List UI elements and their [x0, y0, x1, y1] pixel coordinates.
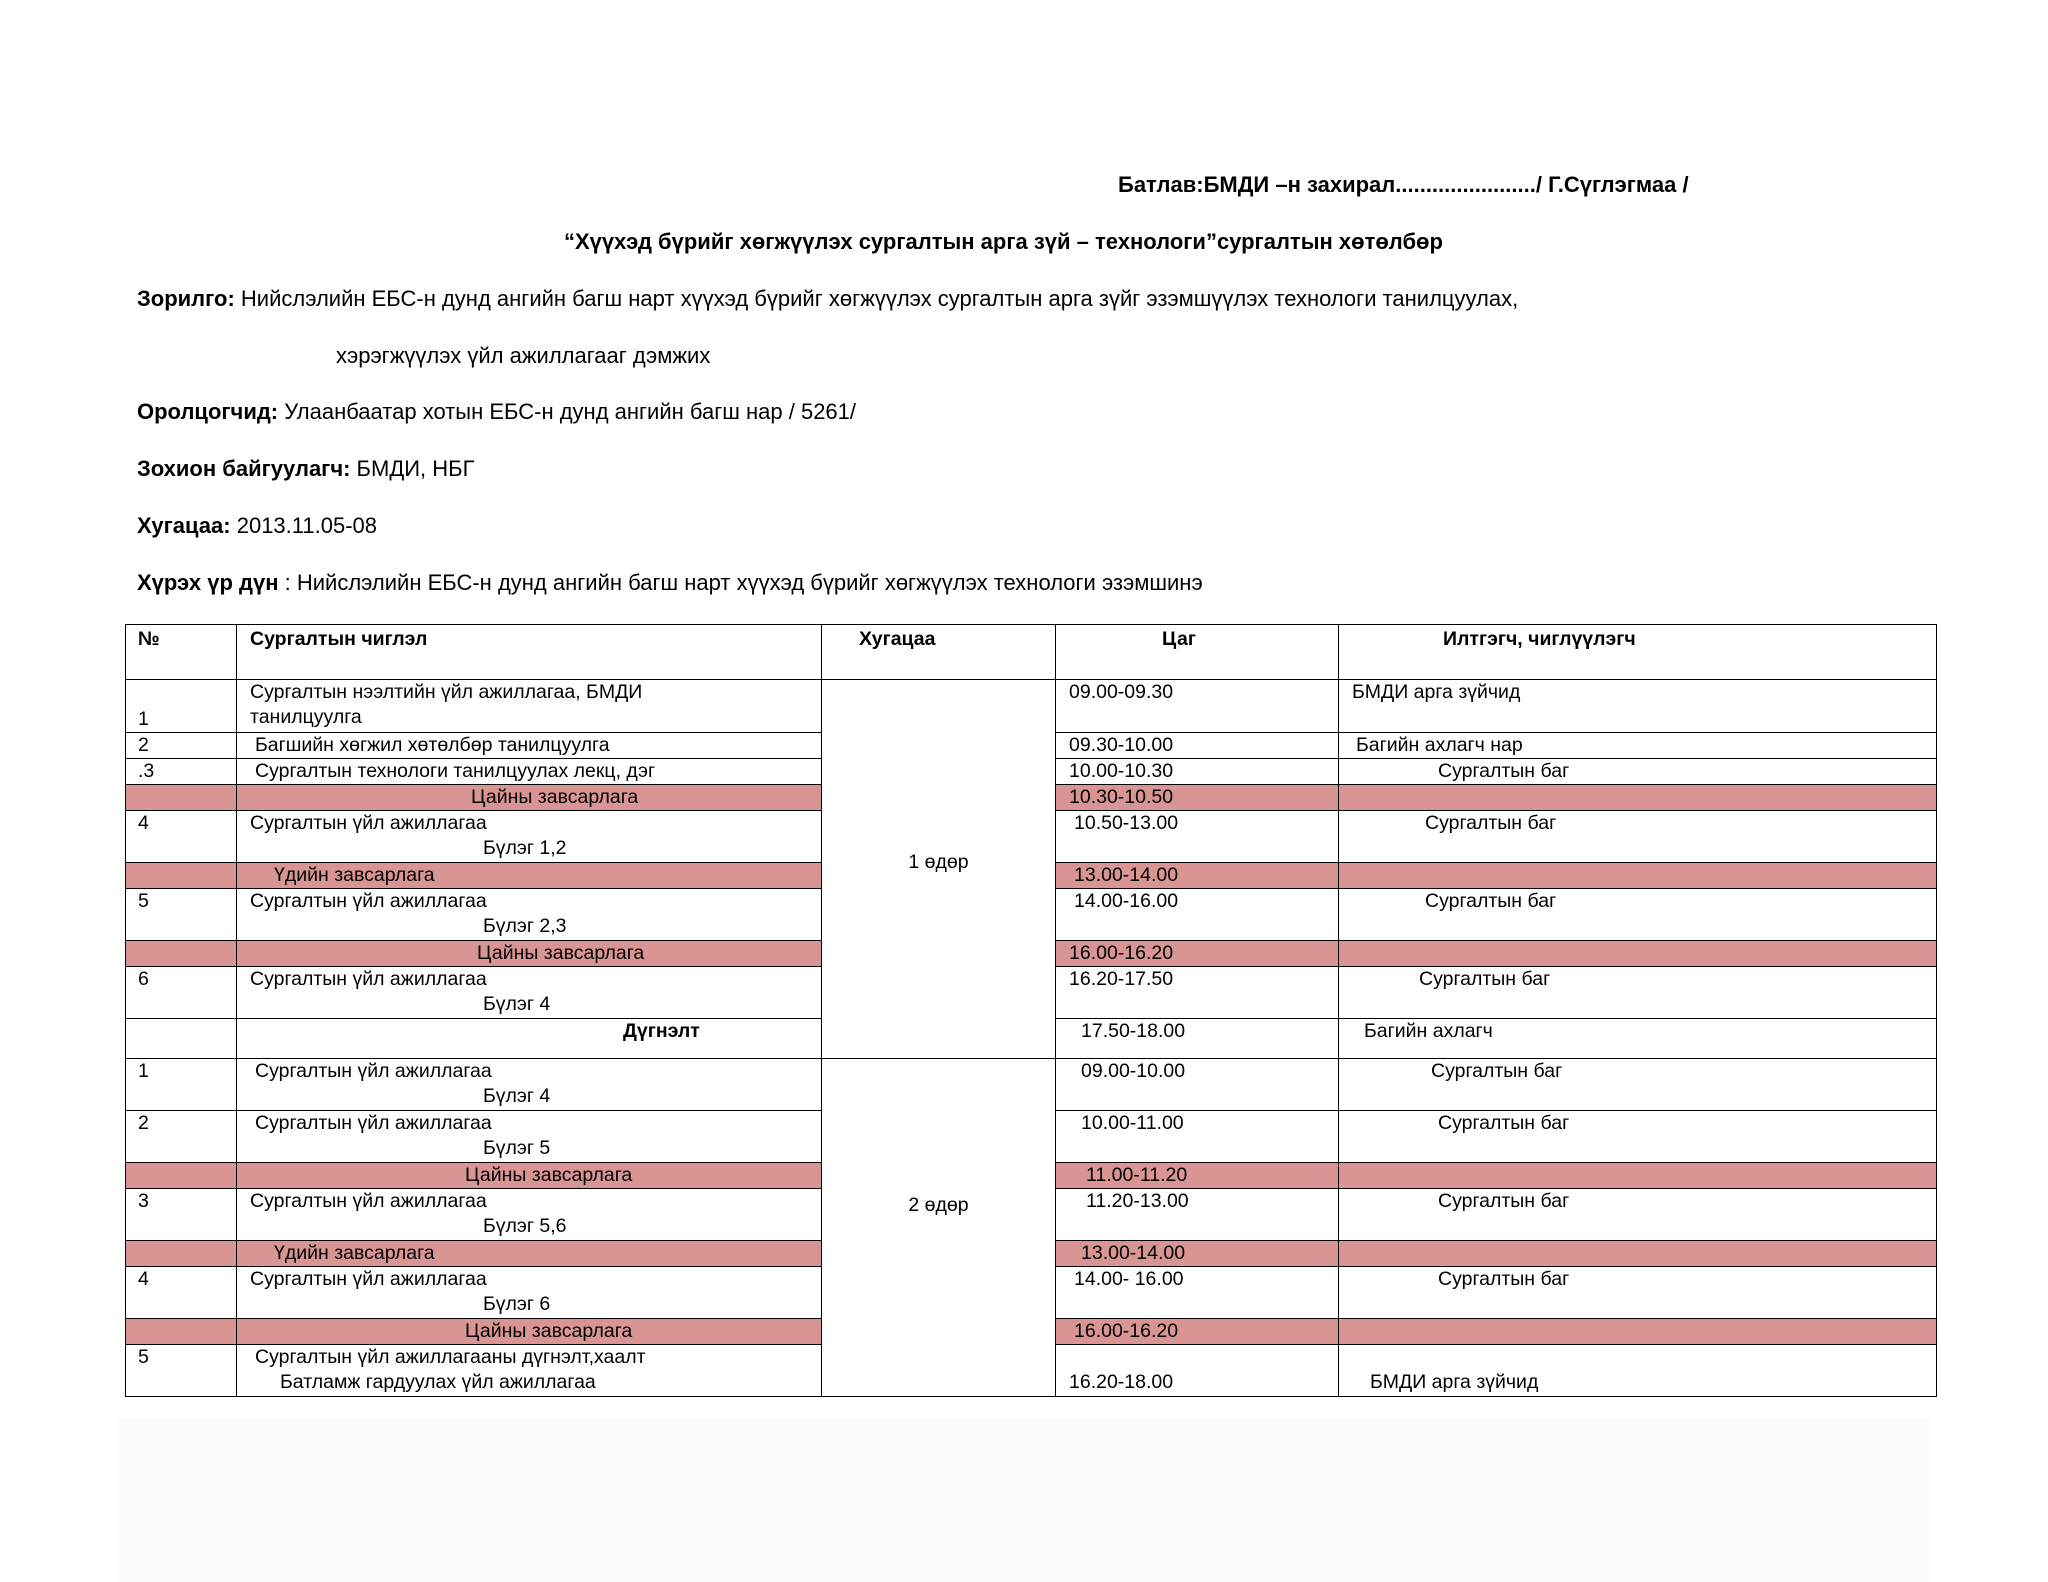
row-number: 2 [126, 1111, 237, 1163]
topic-text: Багшийн хөгжил хөтөлбөр танилцуулга [255, 734, 610, 756]
row-number [126, 1019, 237, 1059]
topic-subtext: танилцуулга [250, 706, 362, 728]
row-topic [237, 811, 822, 863]
row-speaker: Сургалтын баг [1339, 1111, 1937, 1163]
header-duration: Хугацаа [822, 625, 1056, 680]
row-number: 5 [126, 1345, 237, 1397]
result-line [137, 570, 1203, 596]
topic-subtext: Бүлэг 4 [483, 993, 551, 1015]
row-topic [237, 1163, 822, 1189]
row-topic [237, 785, 822, 811]
topic-subtext: Батламж гардуулах үйл ажиллагаа [280, 1371, 596, 1393]
header-speaker: Илтгэгч, чиглүүлэгч [1339, 625, 1937, 680]
row-number [126, 785, 237, 811]
row-topic [237, 889, 822, 941]
row-speaker: Багийн ахлагч [1339, 1019, 1937, 1059]
row-speaker: Сургалтын баг [1339, 889, 1937, 941]
topic-subtext: Бүлэг 4 [483, 1085, 551, 1107]
topic-subtext: Бүлэг 2,3 [483, 915, 567, 937]
row-number [126, 1319, 237, 1345]
page-shade [118, 1418, 1930, 1582]
header-time: Цаг [1056, 625, 1339, 680]
topic-text: Цайны завсарлага [471, 786, 639, 808]
topic-text: Сургалтын үйл ажиллагаа [255, 1060, 492, 1082]
topic-text: Цайны завсарлага [477, 942, 645, 964]
row-time: 11.00-11.20 [1056, 1163, 1339, 1189]
goal-line [137, 286, 1518, 312]
row-time: 16.00-16.20 [1056, 1319, 1339, 1345]
row-speaker [1339, 785, 1937, 811]
row-topic [237, 1241, 822, 1267]
row-number [126, 1163, 237, 1189]
row-speaker: Сургалтын баг [1339, 1059, 1937, 1111]
organizer-text: БМДИ, НБГ [350, 456, 475, 481]
row-number: 4 [126, 811, 237, 863]
row-time: 13.00-14.00 [1056, 863, 1339, 889]
row-speaker [1339, 1241, 1937, 1267]
duration-label: Хугацаа: [137, 513, 231, 538]
schedule-table [125, 624, 1937, 1397]
row-speaker [1339, 863, 1937, 889]
result-text: : Нийслэлийн ЕБС-н дунд ангийн багш нарт хүүхэд бүрийг хөгжүүлэх технологи эзэмшинэ [278, 570, 1203, 595]
topic-text: Дүгнэлт [623, 1020, 700, 1042]
topic-text: Сургалтын үйл ажиллагаа [250, 1190, 487, 1212]
topic-text: Сургалтын үйл ажиллагаа [250, 1268, 487, 1290]
goal-label: Зорилго: [137, 286, 235, 311]
duration-text: 2013.11.05-08 [230, 513, 377, 538]
topic-text: Цайны завсарлага [465, 1320, 633, 1342]
row-topic [237, 967, 822, 1019]
day-2-cell: 2 өдөр [822, 1059, 1056, 1397]
row-number: 2 [126, 733, 237, 759]
document-title: “Хүүхэд бүрийг хөгжүүлэх сургалтын арга зүй – технологи”сургалтын хөтөлбөр [564, 229, 1443, 254]
row-time: 17.50-18.00 [1056, 1019, 1339, 1059]
row-number: .3 [126, 759, 237, 785]
row-time: 14.00- 16.00 [1056, 1267, 1339, 1319]
row-topic [237, 863, 822, 889]
approval-line: Батлав:БМДИ –н захирал......................./ Г.Сүглэгмаа / [1118, 172, 1689, 197]
row-number: 4 [126, 1267, 237, 1319]
row-topic [237, 1019, 822, 1059]
row-topic [237, 941, 822, 967]
row-speaker [1339, 941, 1937, 967]
row-time: 16.20-18.00 [1056, 1345, 1339, 1397]
row-number [126, 863, 237, 889]
goal-line-2: хэрэгжүүлэх үйл ажиллагааг дэмжих [336, 343, 711, 368]
row-time: 10.50-13.00 [1056, 811, 1339, 863]
participants-label: Оролцогчид: [137, 399, 279, 424]
topic-subtext: Бүлэг 5 [483, 1137, 551, 1159]
row-time: 10.00-10.30 [1056, 759, 1339, 785]
row-number [126, 1241, 237, 1267]
schedule-body [126, 625, 1937, 1397]
row-time: 10.00-11.00 [1056, 1111, 1339, 1163]
row-topic [237, 1059, 822, 1111]
duration-line [137, 513, 377, 539]
row-number: 5 [126, 889, 237, 941]
row-time: 11.20-13.00 [1056, 1189, 1339, 1241]
row-number: 1 [126, 1059, 237, 1111]
topic-text: Сургалтын технологи танилцуулах лекц, дэг [255, 760, 656, 782]
row-time: 16.20-17.50 [1056, 967, 1339, 1019]
row-topic [237, 1345, 822, 1397]
topic-text: Сургалтын үйл ажиллагаа [250, 968, 487, 990]
row-speaker [1339, 1319, 1937, 1345]
row-number: 1 [126, 680, 237, 733]
table-header-row [126, 625, 1937, 680]
organizer-label: Зохион байгуулагч: [137, 456, 351, 481]
header-topic: Сургалтын чиглэл [237, 625, 822, 680]
row-speaker: Сургалтын баг [1339, 1267, 1937, 1319]
row-time: 10.30-10.50 [1056, 785, 1339, 811]
row-time: 16.00-16.20 [1056, 941, 1339, 967]
row-time: 09.00-09.30 [1056, 680, 1339, 733]
row-speaker: Сургалтын баг [1339, 811, 1937, 863]
row-topic [237, 759, 822, 785]
topic-text: Сургалтын үйл ажиллагаа [250, 890, 487, 912]
topic-subtext: Бүлэг 6 [483, 1293, 551, 1315]
row-speaker: Сургалтын баг [1339, 1189, 1937, 1241]
topic-text: Сургалтын нээлтийн үйл ажиллагаа, БМДИ [250, 681, 643, 703]
schedule-row [126, 1059, 1937, 1111]
organizer-line [137, 456, 475, 482]
topic-text: Үдийн завсарлага [274, 1242, 435, 1264]
row-time: 13.00-14.00 [1056, 1241, 1339, 1267]
header-num: № [126, 625, 237, 680]
schedule-row [126, 680, 1937, 733]
row-time: 14.00-16.00 [1056, 889, 1339, 941]
topic-text: Үдийн завсарлага [274, 864, 435, 886]
topic-text: Сургалтын үйл ажиллагаа [255, 1112, 492, 1134]
row-speaker: Сургалтын баг [1339, 759, 1937, 785]
row-speaker: БМДИ арга зүйчид [1339, 680, 1937, 733]
row-topic [237, 1267, 822, 1319]
row-speaker [1339, 1163, 1937, 1189]
row-topic [237, 1319, 822, 1345]
goal-text: Нийслэлийн ЕБС-н дунд ангийн багш нарт хүүхэд бүрийг хөгжүүлэх сургалтын арга зүйг эзэмшүүлэх технологи танилцуулах, [234, 286, 1519, 311]
topic-text: Цайны завсарлага [465, 1164, 633, 1186]
row-time: 09.30-10.00 [1056, 733, 1339, 759]
row-topic [237, 733, 822, 759]
row-number: 3 [126, 1189, 237, 1241]
row-topic [237, 1111, 822, 1163]
row-time: 09.00-10.00 [1056, 1059, 1339, 1111]
topic-text: Сургалтын үйл ажиллагаа [250, 812, 487, 834]
topic-subtext: Бүлэг 5,6 [483, 1215, 567, 1237]
row-speaker: Багийн ахлагч нар [1339, 733, 1937, 759]
topic-text: Сургалтын үйл ажиллагааны дүгнэлт,хаалт [255, 1346, 646, 1368]
result-label: Хүрэх үр дүн [137, 570, 279, 595]
row-topic [237, 680, 822, 733]
topic-subtext: Бүлэг 1,2 [483, 837, 567, 859]
participants-line [137, 399, 856, 425]
row-number: 6 [126, 967, 237, 1019]
participants-text: Улаанбаатар хотын ЕБС-н дунд ангийн багш нар / 5261/ [278, 399, 857, 424]
row-topic [237, 1189, 822, 1241]
row-speaker: БМДИ арга зүйчид [1339, 1345, 1937, 1397]
row-number [126, 941, 237, 967]
row-speaker: Сургалтын баг [1339, 967, 1937, 1019]
day-1-cell: 1 өдөр [822, 680, 1056, 1059]
